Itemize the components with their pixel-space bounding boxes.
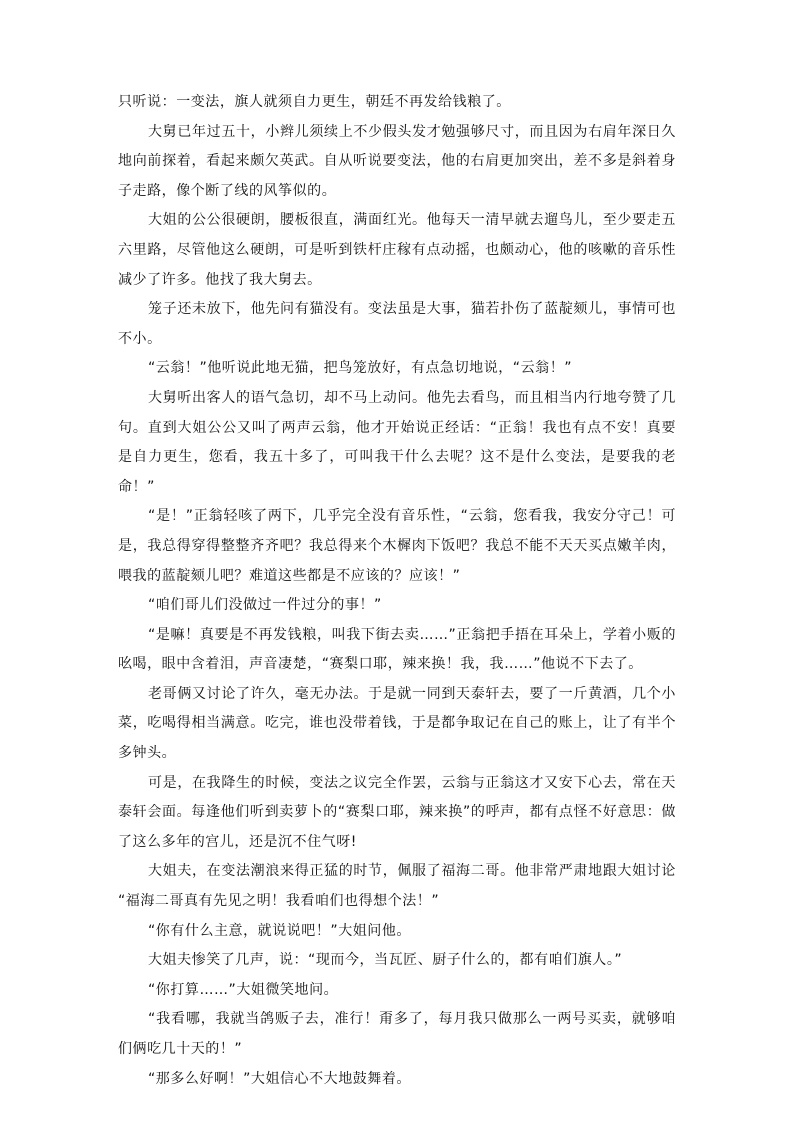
- paragraph-12: 大姐夫，在变法潮浪来得正猛的时节，佩服了福海二哥。他非常严肃地跟大姐讨论 “福海二哥真有先见之明！我看咱们也得想个法！”: [118, 863, 676, 910]
- paragraph-2: 大舅已年过五十，小辫儿须续上不少假头发才勉强够尺寸，而且因为右肩年深日久地向前探着，看起来颇欠英武。自从听说要变法，他的右肩更加突出，差不多是斜着身子走路，像个断了线的风筝似的。: [118, 123, 676, 199]
- paragraph-9: “是嘛！真要是不再发钱粮，叫我下街去卖……”正翁把手捂在耳朵上，学着小贩的吆喝，眼中含着泪，声音凄楚，“赛梨口耶，辣来换！我，我……”他说不下去了。: [118, 626, 676, 673]
- paragraph-1: 只听说：一变法，旗人就须自力更生，朝廷不再发给钱粮了。: [118, 94, 511, 110]
- paragraph-4: 笼子还未放下，他先问有猫没有。变法虽是大事，猫若扑伤了蓝靛颏儿，事情可也不小。: [118, 301, 676, 347]
- paragraph-5: “云翁！”他听说此地无猫，把鸟笼放好，有点急切地说，“云翁！”: [148, 360, 573, 377]
- paragraph-3: 大姐的公公很硬朗，腰板很直，满面红光。他每天一清早就去遛鸟儿，至少要走五六里路，尽管他这么硬朗，可是听到铁杆庄稼有点动摇，也颇动心，他的咳嗽的音乐性减少了许多。他找了我大舅去。: [118, 212, 676, 288]
- paragraph-15: “你打算……”大姐微笑地问。: [148, 981, 339, 998]
- paragraph-8: “咱们哥儿们没做过一件过分的事！”: [148, 597, 382, 614]
- paragraph-13: “你有什么主意，就说说吧！”大姐问他。: [148, 922, 411, 939]
- paragraph-10: 老哥俩又讨论了许久，毫无办法。于是就一同到天泰轩去，要了一斤黄酒，几个小菜，吃喝得相当满意。吃完，谁也没带着钱，于是都争取记在自己的账上，让了有半个多钟头。: [118, 685, 676, 762]
- paragraph-14: 大姐夫惨笑了几声，说：“现而今，当瓦匠、厨子什么的，都有咱们旗人。”: [148, 952, 623, 969]
- paragraph-6: 大舅听出客人的语气急切，却不马上动问。他先去看鸟，而且相当内行地夸赞了几句。直到大姐公公又叫了两声云翁，他才开始说正经话：“正翁！我也有点不安！真要是自力更生，您看，我五十多了，可叫我干什么去呢？这不是什么变法，是要我的老命！”: [118, 389, 676, 495]
- paragraph-7: “是！”正翁轻咳了两下，几乎完全没有音乐性，“云翁，您看我，我安分守己！可是，我总得穿得整整齐齐吧？我总得来个木樨肉下饭吧？我总不能不天天买点嫩羊肉，喂我的蓝靛颏儿吧？难道这些都是不应该的？应该！”: [118, 508, 676, 584]
- document-page: [118, 88, 676, 1094]
- paragraph-17: “那多么好啊！”大姐信心不大地鼓舞着。: [148, 1070, 411, 1087]
- paragraph-11: 可是，在我降生的时候，变法之议完全作罢，云翁与正翁这才又安下心去，常在天泰轩会面。每逢他们听到卖萝卜的“赛梨口耶，辣来换”的呼声，都有点怪不好意思：做了这么多年的宫儿，还是沉不住气呀!: [118, 774, 676, 850]
- paragraph-16: “我看哪，我就当鸽贩子去，准行！甭多了，每月我只做那么一两号买卖，就够咱们俩吃几十天的！”: [118, 1011, 676, 1057]
